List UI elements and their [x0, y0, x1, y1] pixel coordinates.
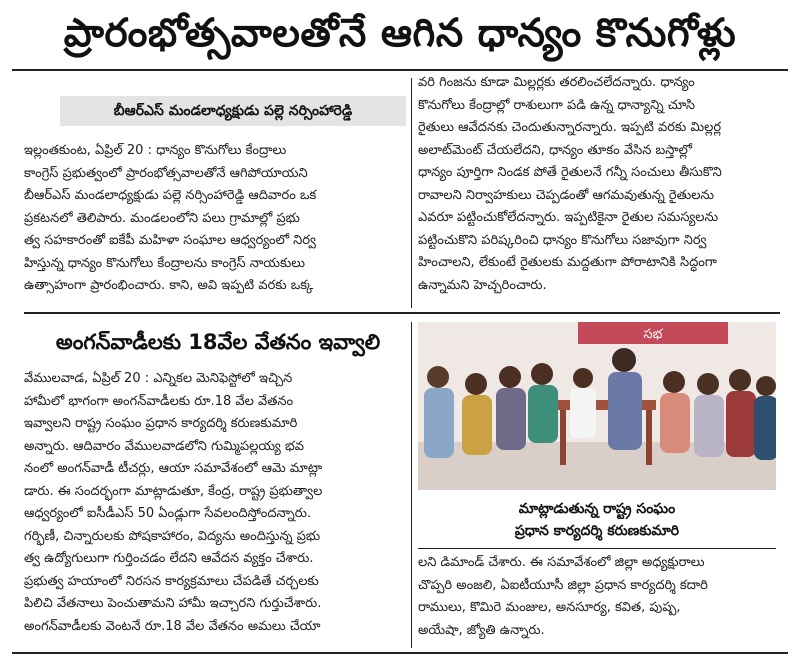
text-line: రైతులు ఆవేదనకు చెందుతున్నారన్నారు. ఇప్పటి వరకు మిల్లర్ల: [418, 120, 722, 135]
main-headline: ప్రారంభోత్సవాలతోనే ఆగిన ధాన్యం కొనుగోళ్లు: [63, 11, 737, 56]
text-line: ఉన్నామని హెచ్చరించారు.: [418, 277, 547, 293]
story2-right-column: [418, 552, 780, 642]
text-line: అన్నారు. ఆదివారం వేములవాడలోని గుమ్మిపల్లయ్య భవ: [24, 438, 305, 454]
text-line: రాములు, కొమిరె మంజుల, అనసూర్య, కవిత, పుష్ప,: [418, 600, 681, 615]
text-line: అలాట్‌మెంట్ చేయలేదని, ధాన్యం తూకం వేసిన బస్తాల్లో: [418, 142, 692, 158]
bottom-border: [12, 652, 788, 654]
text-line: ధాన్యం పూర్తిగా నిండక పోతే రైతులనే గన్నీ సంచులు తీసుకొని: [418, 165, 722, 180]
text-line: పిలిచి వేతనాలు పెంచుతామని హామీ ఇచ్చారని గుర్తుచేశారు.: [24, 596, 322, 611]
story1-right-column: [418, 72, 780, 297]
story1-left-column: [24, 140, 408, 298]
text-line: గర్భిణీ, చిన్నారులకు పోషకాహారం, విద్యను అందిస్తున్న ప్రభు: [24, 528, 321, 544]
story-divider: [24, 312, 780, 314]
text-line: అంగన్‌వాడీలకు వెంటనే రూ.18 వేల వేతనం అమలు చేయా: [24, 618, 321, 634]
text-line: ప్రకటనలో తెలిపారు. మండలంలోని పలు గ్రామాల్లో ప్రభు: [24, 210, 300, 226]
text-line: హామీలో భాగంగా అంగన్‌వాడీలకు రూ.18 వేల వేతనం: [24, 393, 294, 409]
text-line: బీఆర్ఎస్ మండలాధ్యక్షుడు పల్లె నర్సింహారెడ్డి ఆదివారం ఒక: [24, 188, 317, 203]
photo-caption-line-2: ప్రధాన కార్యదర్శి కరుణకుమారి: [514, 523, 680, 539]
story2-left-column: [24, 368, 408, 638]
photo-caption: [418, 490, 776, 546]
text-line: ఇవ్వాలని రాష్ట్ర సంఘం ప్రధాన కార్యదర్శి కరుణకుమారి: [24, 416, 298, 431]
text-line: కొనుగోలు కేంద్రాల్లో రాశులుగా పడి ఉన్న ధాన్యాన్ని చూసి: [418, 97, 696, 113]
text-line: కాంగ్రెస్ ప్రభుత్వంలో ప్రారంభోత్సవాలతోనే ఆగిపోయాయని: [24, 165, 308, 181]
story2-headline: అంగన్‌వాడీలకు 18వేల వేతనం ఇవ్వాలి: [55, 330, 381, 354]
banner-text: సభ: [643, 327, 663, 342]
photo-caption-line-1: మాట్లాడుతున్న రాష్ట్ర సంఘం: [518, 501, 676, 517]
text-line: హించాలని, లేకుంటే రైతులకు మద్దతుగా పోరాటానికి సిద్ధంగా: [418, 255, 717, 270]
text-line: చొప్పరి అంజలి, ఏఐటీయూసీ జిల్లా ప్రధాన కార్యదర్శి కదారి: [418, 577, 708, 593]
meeting-photo-illustration: [418, 322, 776, 490]
caption-divider: [418, 548, 776, 549]
text-line: నంలో అంగన్‌వాడీ టీచర్లు, ఆయా సమావేశంలో ఆమె మాట్లా: [24, 461, 323, 476]
text-line: పట్టించుకొని పరిష్కరించి ధాన్యం కొనుగోలు సజావుగా నిర్వ: [418, 232, 707, 248]
column-divider-top: [411, 78, 412, 308]
text-line: వేములవాడ, ఏప్రిల్ 20 : ఎన్నికల మెనిఫెస్టోలో ఇచ్చిన: [24, 371, 293, 386]
text-line: లని డిమాండ్ చేశారు. ఈ సమావేశంలో జిల్లా అధ్యక్షురాలు: [418, 555, 705, 570]
text-line: ప్రభుత్వ హయాంలో నిరసన కార్యక్రమాలు చేపడితే చర్చలకు: [24, 573, 319, 589]
text-line: త్వ ఉద్యోగులుగా గుర్తించడం లేదని ఆవేదన వ్యక్తం చేశారు.: [24, 551, 314, 566]
text-line: డారు. ఈ సందర్భంగా మాట్లాడుతూ, కేంద్ర, రాష్ట్ర ప్రభుత్వాల: [24, 483, 323, 499]
meeting-photo: [418, 322, 776, 490]
text-line: వరి గింజను కూడా మిల్లర్లకు తరలించలేదన్నారు. ధాన్యం: [418, 75, 695, 90]
text-line: అయేషా, జ్యోతి ఉన్నారు.: [418, 622, 545, 638]
text-line: హిస్తున్న ధాన్యం కొనుగోలు కేంద్రాలను కాంగ్రెస్ నాయకులు: [24, 255, 305, 271]
text-line: ఎవరూ పట్టించుకోలేదన్నారు. ఇప్పటికైనా రైతుల సమస్యలను: [418, 210, 719, 225]
headline-divider: [12, 69, 788, 71]
text-line: త్వ సహకారంతో ఐకేపీ మహిళా సంఘాల ఆధ్వర్యంలో నిర్వ: [24, 233, 316, 248]
column-divider-bottom: [411, 322, 412, 648]
text-line: ఇల్లంతకుంట, ఏప్రిల్ 20 : ధాన్యం కొనుగోలు కేంద్రాలు: [24, 143, 287, 158]
text-line: ఉత్సాహంగా ప్రారంభించారు. కాని, అవి ఇప్పటి వరకు ఒక్క: [24, 278, 314, 293]
text-line: రావాలని నిర్వాహకులు చెప్పడంతో ఆగమవుతున్న రైతులను: [418, 187, 715, 203]
story1-subhead: బీఆర్ఎస్ మండలాధ్యక్షుడు పల్లె నర్సింహారెడ్డి: [60, 96, 406, 126]
text-line: ఆధ్వర్యంలో ఐసీడీఎస్ 50 ఏండ్లుగా సేవలందిస్తోందన్నారు.: [24, 506, 312, 521]
